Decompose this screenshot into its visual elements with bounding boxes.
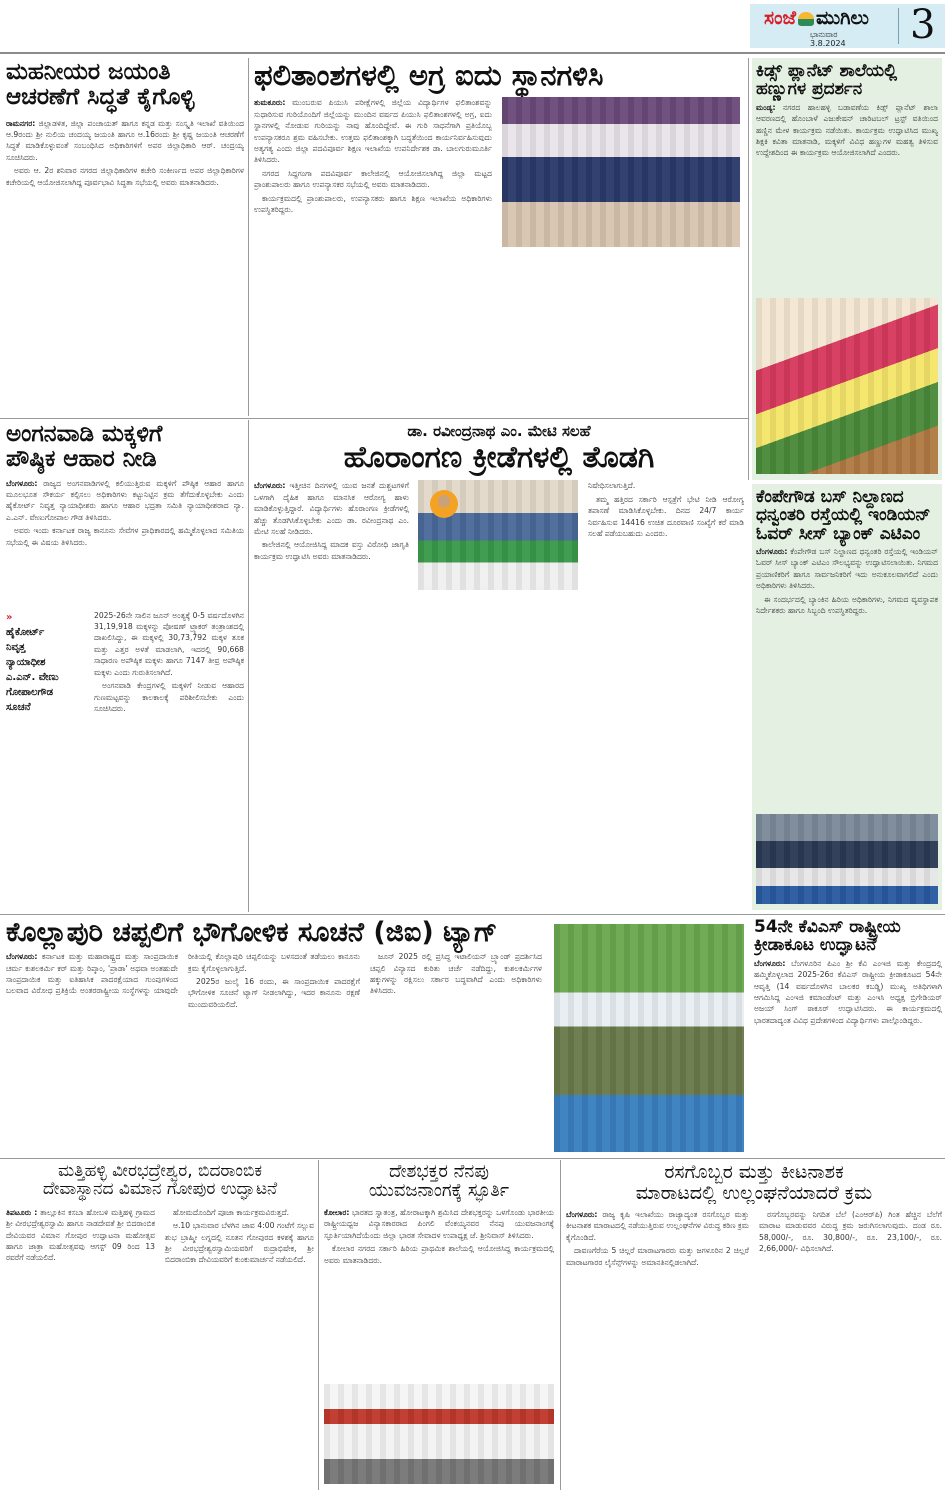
callout-line: ಎ.ಎನ್. ವೇಣು	[6, 671, 59, 683]
article-body-cont	[588, 480, 744, 900]
top-rule	[0, 52, 945, 54]
article-body	[254, 480, 409, 900]
paragraph: ರಾಜ್ಯದ ಅಂಗನವಾಡಿಗಳಲ್ಲಿ ಕಲಿಯುತ್ತಿರುವ ಮಕ್ಕಳಿಗೆ ಪೌಷ್ಠಿಕ ಆಹಾರ ಹಾಗೂ ಮೂಲಭೂತ ಸೌಕರ್ಯ ಕಲ್ಪಿಸಲು ಅಧಿಕಾರಿಗಳು ಕಟ್ಟುನಿಟ್ಟಿನ ಕ್ರಮ ತೆಗೆದುಕೊಳ್ಳಬೇಕು ಎಂದು ಹೈಕೋರ್ಟ್ ನಿವೃತ್ತ ನ್ಯಾಯಾಧೀಶರು ಹಾಗೂ ಆಹಾರ ಭದ್ರತಾ ಸಮಿತಿ ನ್ಯಾಯಾಧೀಶರಾದ ನ್ಯಾ. ಎ.ಎನ್. ವೇಣುಗೋಪಾಲ ಗೌಡ ತಿಳಿಸಿದರು.	[6, 478, 244, 522]
headline-line: ಅಂಗನವಾಡಿ ಮಕ್ಕಳಿಗೆ	[6, 422, 163, 447]
kids-fruits-photo	[756, 298, 938, 474]
row-rule	[0, 914, 945, 915]
newspaper-logo	[764, 7, 869, 29]
paragraph: ಭಾರತದ ಸ್ವಾತಂತ್ರ, ಹೋರಾಟಕ್ಕಾಗಿ ಶ್ರಮಿಸಿದ ದೇಶಭಕ್ತರನ್ನು ಒಳಗೊಂಡು ಭಾರತೀಯ ರಾಷ್ಟ್ರೀಯಧ್ವಜ ವಿನ್ಯಾಸಕಾರರಾದ ಪಿಂಗಲಿ ವೆಂಕಯ್ಯನವರ ನೆನಪು ಯುವಜನಾಂಗಕ್ಕೆ ಸ್ಫೂರ್ತಿಯಾಗಿದೆಯೆಂದು ಜಿಲ್ಲಾ ಭಾರತ ಸೇವಾದಳ ಉಪಾಧ್ಯಕ್ಷ ಜೆ. ಶ್ರೀನಿವಾಸ್ ತಿಳಿಸಿದರು.	[324, 1207, 554, 1240]
dateline: ಮಂಡ್ಯ:	[756, 102, 776, 112]
headline-line: ದೇಶಭಕ್ತರ ನೆನಪು	[389, 1162, 489, 1182]
ceremony-photo	[502, 97, 740, 247]
headline: ಫಲಿತಾಂಶಗಳಲ್ಲಿ ಅಗ್ರ ಐದು ಸ್ಥಾನಗಳಿಸಿ	[254, 60, 604, 92]
paragraph: ಅಂಗನವಾಡಿ ಕೇಂದ್ರಗಳಲ್ಲಿ ಮಕ್ಕಳಿಗೆ ನೀಡುವ ಆಹಾರದ ಗುಣಮಟ್ಟವನ್ನು ಕಾಲಕಾಲಕ್ಕೆ ಪರಿಶೀಲಿಸಬೇಕು ಎಂದು ಸೂಚಿಸಿದರು.	[94, 681, 244, 713]
sun-palm-icon	[798, 12, 814, 26]
headline-line: ಮಾರಾಟದಲ್ಲಿ ಉಲ್ಲಂಘನೆಯಾದರೆ ಕ್ರಮ	[635, 1181, 873, 1204]
callout-line: ಸೂಚನೆ	[6, 701, 31, 713]
paragraph: ನಗರದ ಹಾಲಹಳ್ಳಿ ಬಡಾವಣೆಯ ಕಿಡ್ಸ್ ಪ್ಲಾನೆಟ್ ಶಾಲಾ ಆವರಣದಲ್ಲಿ ಹೊಂಬಾಳೆ ಎಜುಕೇಷನ್ ಚಾರಿಟಬಲ್ ಟ್ರಸ್ಟ್ ವತಿಯಿಂದ ಹಣ್ಣಿನ ಮೇಳ ಕಾರ್ಯಕ್ರಮ ನಡೆಯಿತು. ಕಾರ್ಯಕ್ರಮ ಉದ್ಘಾಟಿಸಿದ ಮುಖ್ಯ ಶಿಕ್ಷಕಿ ಕವಿತಾ ಮಾತನಾಡಿ, ಮಕ್ಕಳಿಗೆ ವಿವಿಧ ಹಣ್ಣುಗಳ ಮಹತ್ವ ತಿಳಿಸುವ ಉದ್ದೇಶದಿಂದ ಈ ಕಾರ್ಯಕ್ರಮ ಆಯೋಜಿಸಲಾಗಿದೆ ಎಂದರು.	[756, 102, 938, 158]
headline: ಹೊರಾಂಗಣ ಕ್ರೀಡೆಗಳಲ್ಲಿ ತೊಡಗಿ	[343, 440, 655, 475]
dateline: ರಾಮನಗರ:	[6, 118, 36, 128]
headline-line: ಹಣ್ಣುಗಳ ಪ್ರದರ್ಶನ	[756, 79, 863, 100]
masthead	[750, 4, 945, 48]
column-rule	[248, 420, 249, 912]
paragraph: ತಾಲ್ಲೂಕಿನ ಕಸಬಾ ಹೋಬಳಿ ಮತ್ತಿಹಳ್ಳಿ ಗ್ರಾಮದ ಶ್ರೀ ವೀರಭದ್ರೇಶ್ವರಸ್ವಾಮಿ ಹಾಗೂ ನಾಡದೇವತೆ ಶ್ರೀ ಬಿದರಾಂಬಿಕ ದೇವಿಯವರ ವಿಮಾನ ಗೋಪುರ ಉದ್ಘಾಟನಾ ಮಹೋತ್ಸವ ಹಾಗೂ ಜಾತ್ರಾ ಮಹೋತ್ಸವವು ಆಗಸ್ಟ್ 09 ರಿಂದ 13 ರವರೆಗೆ ನಡೆಯಲಿದೆ.	[6, 1207, 155, 1263]
column-rule	[318, 1160, 319, 1490]
callout-line: ನಿವೃತ್ತ	[6, 641, 26, 653]
paragraph: ಜೂನ್ 2025 ರಲ್ಲಿ ಪ್ರಸಿದ್ಧ ಇಟಾಲಿಯನ್ ಬ್ರ್ಯಾಂಡ್ ಪ್ರದರ್ಶಿಸಿದ ಚಪ್ಪಲಿ ವಿನ್ಯಾಸದ ಕುರಿತು ಚರ್ಚೆ ನಡೆದಿದ್ದು, ಕುಶಲಕರ್ಮಿಗಳ ಹಕ್ಕುಗಳನ್ನು ರಕ್ಷಿಸಲು ಸರ್ಕಾರ ಬದ್ಧವಾಗಿದೆ ಎಂದು ಅಧಿಕಾರಿಗಳು ತಿಳಿಸಿದರು.	[370, 952, 542, 996]
paragraph: ಕೆಂಪೇಗೌಡ ಬಸ್ ನಿಲ್ದಾಣದ ಧನ್ವಂತರಿ ರಸ್ತೆಯಲ್ಲಿ ಇಂಡಿಯನ್ ಓವರ್ ಸೀಸ್ ಬ್ಯಾಂಕ್ ಎಟಿಎಂ ಸೌಲಭ್ಯವನ್ನು ಉದ್ಘಾಟಿಸಲಾಯಿತು. ನಿಗಮದ ಪ್ರಯಾಣಿಕರಿಗೆ ಹಾಗೂ ಸಾರ್ವಜನಿಕರಿಗೆ ಇದು ಅನುಕೂಲವಾಗಲಿದೆ ಎಂದು ಅಧಿಕಾರಿಗಳು ತಿಳಿಸಿದರು.	[756, 547, 938, 591]
headline	[6, 422, 244, 472]
article-fertilizer	[566, 1162, 942, 1488]
dateline: ಬೆಂಗಳೂರು:	[6, 952, 38, 962]
pull-quote	[6, 610, 88, 900]
headline-line: ಮಹನೀಯರ ಜಯಂತಿ	[6, 60, 171, 85]
issue-date: 3.8.2024	[810, 39, 846, 48]
paragraph: ಕಾಲೇಜಿನಲ್ಲಿ ಆಯೋಜಿಸಿದ್ದ ಮಾದಕ ವಸ್ತು ವಿರೋಧಿ ಜಾಗೃತಿ ಕಾರ್ಯಕ್ರಮ ಉದ್ಘಾಟಿಸಿ ಅವರು ಮಾತನಾಡಿದರು.	[254, 540, 409, 561]
patriots-event-photo	[324, 1384, 554, 1484]
article-jayanti	[6, 60, 244, 415]
masthead-divider	[898, 8, 899, 44]
paragraph: ಕರ್ನಾಟಕ ಮತ್ತು ಮಹಾರಾಷ್ಟ್ರದ ಮತ್ತು ಸಾಂಪ್ರದಾಯಿಕ ಚರ್ಮ ಕುಶಲಕರ್ಮಿ ಕರ್ ಮತ್ತು ರಿಪ್ಕಾಂ, 'ಪ್ರಾಡಾ' ಅಥವಾ ಅಂತಹುದೇ ಸಾಂಪ್ರದಾಯಿಕ ಮತ್ತು ಐತಿಹಾಸಿಕ ಪಾದರಕ್ಷೆಯಾದ ಗುಂಪುಗಳಿಂದ ಬಲವಾದ ವಿರೋಧ ಪ್ರತಿಕ್ರಿಯೆ ಅಂತರರಾಷ್ಟ್ರೀಯ ಸಂಸ್ಥೆಗಳನ್ನು ಯಾವುದೇ ರೀತಿಯಲ್ಲಿ ಕೊಲ್ಲಾಪುರಿ ಚಪ್ಪಲಿಯನ್ನು ಬಳಸದಂತೆ ತಡೆಯಲು ಕಾನೂನು ಕ್ರಮ ಕೈಗೊಳ್ಳಲಾಗುತ್ತಿದೆ.	[6, 952, 360, 996]
article-temple	[6, 1162, 314, 1488]
headline	[756, 62, 938, 99]
dateline: ಬೆಂಗಳೂರು:	[254, 481, 286, 491]
article-outdoor-games	[254, 422, 744, 910]
article-patriots	[324, 1162, 554, 1488]
paragraph: ಕೋಲಾರ ನಗರದ ಸರ್ಕಾರಿ ಹಿರಿಯ ಪ್ರಾಥಮಿಕ ಶಾಲೆಯಲ್ಲಿ ಆಯೋಜಿಸಿದ್ದ ಕಾರ್ಯಕ್ರಮದಲ್ಲಿ ಅವರು ಮಾತನಾಡಿದರು.	[324, 1244, 554, 1265]
headline-line: ಕಿಡ್ಸ್ ಪ್ಲಾನೆಟ್ ಶಾಲೆಯಲ್ಲಿ	[756, 61, 897, 81]
article-results	[254, 60, 744, 415]
paragraph: ರಸಗೊಬ್ಬರವನ್ನು ನಿಗದಿತ ಬೆಲೆ (ಎಂಆರ್‌ಪಿ) ಗಿಂತ ಹೆಚ್ಚಿನ ಬೆಲೆಗೆ ಮಾರಾಟ ಮಾಡುವವರ ವಿರುದ್ಧ ಕ್ರಮ ಜರುಗಿಸಲಾಗುವುದು. ದಂಡ ರೂ. 58,000/-, ರೂ. 30,800/-, ರೂ. 23,100/-, ರೂ. 2,66,000/- ವಿಧಿಸಲಾಗಿದೆ.	[759, 1210, 942, 1254]
paragraph: ಜಿಲ್ಲಾಡಳಿತ, ಜಿಲ್ಲಾ ಪಂಚಾಯತ್ ಹಾಗೂ ಕನ್ನಡ ಮತ್ತು ಸಂಸ್ಕೃತಿ ಇಲಾಖೆ ವತಿಯಿಂದ ಆ.9ರಂದು ಶ್ರೀ ನುಲಿಯ ಚಂದಯ್ಯ ಜಯಂತಿ ಹಾಗೂ ಆ.16ರಂದು ಶ್ರೀ ಕೃಷ್ಣ ಜಯಂತಿ ಆಚರಣೆಗೆ ಸಿದ್ಧತೆ ಮಾಡಿಕೊಳ್ಳುವಂತೆ ಸಂಬಂಧಿಸಿದ ಅಧಿಕಾರಿಗಳಿಗೆ ಅಪರ ಜಿಲ್ಲಾಧಿಕಾರಿ ಆರ್. ಚಂದ್ರಯ್ಯ ಸೂಚಿಸಿದರು.	[6, 118, 244, 162]
article-body	[756, 102, 938, 272]
paragraph: ರಾಜ್ಯ ಕೃಷಿ ಇಲಾಖೆಯು ರಾಜ್ಯಾದ್ಯಂತ ರಸಗೊಬ್ಬರ ಮತ್ತು ಕೀಟನಾಶಕ ಮಾರಾಟದಲ್ಲಿ ನಡೆಯುತ್ತಿರುವ ಉಲ್ಲಂಘನೆಗಳ ವಿರುದ್ಧ ಕಠಿಣ ಕ್ರಮ ಕೈಗೊಂಡಿದೆ.	[566, 1210, 749, 1242]
paragraph: ನಿಷೇಧಿಸಲಾಗುತ್ತಿದೆ.	[588, 481, 636, 491]
dateline: ಕೋಲಾರ:	[324, 1207, 350, 1217]
headline-line: ರಸಗೊಬ್ಬರ ಮತ್ತು ಕೀಟನಾಶಕ	[664, 1162, 844, 1183]
paragraph: 2025-26ನೇ ಸಾಲಿನ ಜೂನ್ ಅಂತ್ಯಕ್ಕೆ 0-5 ವರ್ಷದೊಳಗಿನ 31,19,918 ಮಕ್ಕಳನ್ನು ಪೋಷಣ್ ಟ್ರ್ಯಾಕರ್ ತಂತ್ರಾಂಶದಲ್ಲಿ ದಾಖಲಿಸಿದ್ದು, ಈ ಮಕ್ಕಳಲ್ಲಿ 30,73,792 ಮಕ್ಕಳ ತೂಕ ಮತ್ತು ಎತ್ತರ ಅಳತೆ ಮಾಡಲಾಗಿ, ಇದರಲ್ಲಿ 90,668 ಸಾಧಾರಣ ಅಪೌಷ್ಠಿಕ ಮಕ್ಕಳು ಹಾಗೂ 7147 ತೀವ್ರ ಅಪೌಷ್ಠಿಕ ಮಕ್ಕಳು ಎಂದು ಗುರುತಿಸಲಾಗಿದೆ.	[94, 610, 244, 677]
row-rule	[0, 1158, 945, 1159]
row-rule	[0, 418, 748, 419]
article-body	[254, 97, 492, 397]
callout-line: ನ್ಯಾಯಾಧೀಶ	[6, 656, 46, 668]
article-body	[6, 118, 244, 188]
column-rule	[748, 58, 749, 480]
headline	[756, 488, 938, 543]
logo-text-sanje: ಸಂಜೆ	[764, 7, 797, 29]
paragraph: ತಮ್ಮ ಹತ್ತಿರದ ಸರ್ಕಾರಿ ಆಸ್ಪತ್ರೆಗೆ ಭೇಟಿ ನೀಡಿ ಆರೋಗ್ಯ ತಪಾಸಣೆ ಮಾಡಿಸಿಕೊಳ್ಳಬೇಕು. ದಿನದ 24/7 ಕಾರ್ಯ ನಿರ್ವಹಿಸುವ 14416 ಉಚಿತ ದೂರವಾಣಿ ಸಂಖ್ಯೆಗೆ ಕರೆ ಮಾಡಿ ಸಲಹೆ ಪಡೆಯಬಹುದು ಎಂದರು.	[588, 494, 744, 539]
issue-day: ಭಾನುವಾರ	[810, 30, 838, 39]
paragraph: ಅವರು ಆ. 2ರ ಶನಿವಾರ ನಗರದ ಜಿಲ್ಲಾಧಿಕಾರಿಗಳ ಕಚೇರಿ ಸಂಕೀರ್ಣದ ಅಪರ ಜಿಲ್ಲಾಧಿಕಾರಿಗಳ ಕಚೇರಿಯಲ್ಲಿ ಆಯೋಜಿಸಲಾಗಿದ್ದ ಪೂರ್ವಭಾವಿ ಸಿದ್ಧತಾ ಸಭೆಯಲ್ಲಿ ಅವರು ಮಾತನಾಡಿದರು.	[6, 166, 244, 187]
article-body-cont	[94, 610, 244, 900]
atm-inauguration-photo	[756, 814, 938, 904]
headline	[754, 918, 942, 955]
paragraph: ಕಾರ್ಯಕ್ರಮದಲ್ಲಿ ಪ್ರಾಂಶುಪಾಲರು, ಉಪನ್ಯಾಸಕರು ಹಾಗೂ ಶಿಕ್ಷಣ ಇಲಾಖೆಯ ಅಧಿಕಾರಿಗಳು ಉಪಸ್ಥಿತರಿದ್ದರು.	[254, 193, 492, 214]
dateline: ಬೆಂಗಳೂರು:	[754, 958, 786, 968]
kicker: ಡಾ. ರವೀಂದ್ರನಾಥ ಎಂ. ಮೇಟಿ ಸಲಹೆ	[407, 422, 591, 440]
article-body	[756, 546, 938, 796]
article-kids-planet	[752, 58, 942, 480]
headline-line: ಕೆಂಪೇಗೌಡ ಬಸ್ ನಿಲ್ದಾಣದ	[756, 487, 904, 507]
headline-line: ದೇವಾಸ್ಥಾನದ ವಿಮಾನ ಗೋಪುರ ಉದ್ಘಾಟನೆ	[42, 1179, 278, 1200]
dateline: ಬೆಂಗಳೂರು:	[6, 478, 38, 488]
article-body	[6, 478, 244, 608]
column-rule	[560, 1160, 561, 1490]
callout-line: ಹೈಕೋರ್ಟ್	[6, 626, 45, 638]
headline	[6, 60, 244, 110]
headline	[324, 1162, 554, 1201]
paragraph: ಇತ್ತೀಚಿನ ದಿನಗಳಲ್ಲಿ ಯುವ ಜನತೆ ದುಶ್ಚಟಗಳಿಗೆ ಒಳಗಾಗಿ ದೈಹಿಕ ಹಾಗೂ ಮಾನಸಿಕ ಆರೋಗ್ಯ ಹಾಳು ಮಾಡಿಕೊಳ್ಳುತ್ತಿದ್ದಾರೆ. ವಿದ್ಯಾರ್ಥಿಗಳು ಹೊರಾಂಗಣ ಕ್ರೀಡೆಗಳಲ್ಲಿ ಹೆಚ್ಚು ತೊಡಗಿಸಿಕೊಳ್ಳಬೇಕು ಎಂದು ಡಾ. ರವೀಂದ್ರನಾಥ ಎಂ. ಮೇಟಿ ಸಲಹೆ ನೀಡಿದರು.	[254, 481, 409, 537]
paragraph: 2025ರ ಜುಲೈ 16 ರಂದು, ಈ ಸಾಂಪ್ರದಾಯಿಕ ಪಾದರಕ್ಷೆಗೆ ಭೌಗೋಳಿಕ ಸೂಚನೆ ಟ್ಯಾಗ್ ನೀಡಲಾಗಿದ್ದು, ಇದರ ಕಾನೂನು ರಕ್ಷಣೆ ಮುಂದುವರಿಯಲಿದೆ.	[188, 976, 360, 1009]
article-body	[6, 1207, 314, 1483]
paragraph: ಈ ಸಂದರ್ಭದಲ್ಲಿ ಬ್ಯಾಂಕಿನ ಹಿರಿಯ ಅಧಿಕಾರಿಗಳು, ನಿಗಮದ ವ್ಯವಸ್ಥಾಪಕ ನಿರ್ದೇಶಕರು ಹಾಗೂ ಸಿಬ್ಬಂದಿ ಉಪಸ್ಥಿತರಿದ್ದರು.	[756, 594, 938, 616]
article-body	[754, 958, 942, 1148]
callout-line: ಗೋಪಾಲಗೌಡ	[6, 686, 53, 698]
headline-line: ಕ್ರೀಡಾಕೂಟ ಉದ್ಘಾಟನೆ	[754, 935, 877, 956]
article-atm	[752, 484, 942, 910]
headline-line: ಯುವಜನಾಂಗಕ್ಕೆ ಸ್ಫೂರ್ತಿ	[368, 1180, 510, 1202]
kvs-sports-photo	[554, 924, 744, 1152]
headline: ಕೊಲ್ಲಾಪುರಿ ಚಪ್ಪಲಿಗೆ ಭೌಗೋಳಿಕ ಸೂಚನೆ (ಜಿಐ) ಟ್ಯಾಗ್	[6, 918, 498, 948]
headline-line: ಮತ್ತಿಹಳ್ಳಿ ವೀರಭದ್ರೇಶ್ವರ, ಬಿದರಾಂಬಿಕ	[57, 1162, 263, 1181]
article-anganwadi	[6, 422, 244, 910]
article-kolhapuri	[6, 918, 542, 1156]
paragraph: ಮುಂಬರುವ ಪಿಯುಸಿ ಪರೀಕ್ಷೆಗಳಲ್ಲಿ ಜಿಲ್ಲೆಯ ವಿದ್ಯಾರ್ಥಿಗಳ ಫಲಿತಾಂಶವನ್ನು ಸುಧಾರಿಸುವ ಗುರಿಯೊಂದಿಗೆ ಜಿಲ್ಲೆಯನ್ನು ಮುಂದಿನ ವರ್ಷದ ಪಿಯುಸಿ ಫಲಿತಾಂಶಗಳಲ್ಲಿ ಅಗ್ರ, ಐದು ಸ್ಥಾನಗಳಲ್ಲಿ ನೋಡುವ ಗುರಿಯನ್ನು ನಾವು ಹೊಂದಿದ್ದೇವೆ. ಈ ಗುರಿ ಸಾಧನೆಗಾಗಿ ಪ್ರತಿಯೊಬ್ಬ ಉಪನ್ಯಾಸಕರೂ ಶ್ರಮ ವಹಿಸಬೇಕು. ಉತ್ತಮ ಫಲಿತಾಂಶಕ್ಕಾಗಿ ಬದ್ಧತೆಯಿಂದ ಕಾರ್ಯನಿರ್ವಹಿಸುವುದು ಅತ್ಯಗತ್ಯ ಎಂದು ಜಿಲ್ಲಾ ಪದವಿಪೂರ್ವ ಶಿಕ್ಷಣ ಇಲಾಖೆಯ ಉಪನಿರ್ದೇಶಕ ಡಾ. ಬಾಲಗುರುಮೂರ್ತಿ ತಿಳಿಸಿದರು.	[254, 98, 492, 165]
paragraph: ಅವರು ಇಂದು ಕರ್ನಾಟಕ ರಾಜ್ಯ ಕಾನೂನು ಸೇವೆಗಳ ಪ್ರಾಧಿಕಾರದಲ್ಲಿ ಹಮ್ಮಿಕೊಳ್ಳಲಾದ ಸಮಿತಿಯ ಸಭೆಯಲ್ಲಿ ಈ ವಿಷಯ ತಿಳಿಸಿದರು.	[6, 526, 244, 547]
headline-line: ಪೌಷ್ಠಿಕ ಆಹಾರ ನೀಡಿ	[6, 445, 157, 472]
article-kvs	[754, 918, 942, 1156]
arrow-icon: »	[6, 611, 13, 623]
dateline: ತಿಪಟೂರು :	[6, 1207, 38, 1217]
dateline: ಬೆಂಗಳೂರು:	[566, 1210, 598, 1220]
logo-text-mugilu: ಮುಗಿಲು	[816, 7, 869, 29]
article-body	[566, 1209, 942, 1479]
headline-line: ಓವರ್ ಸೀಸ್ ಬ್ಯಾಂಕ್ ಎಟಿಎಂ	[756, 523, 921, 544]
page-number: 3	[910, 4, 936, 48]
column-rule	[248, 58, 249, 416]
paragraph: ಹೋಮದೊಂದಿಗೆ ಪೂಜಾ ಕಾರ್ಯಕ್ರಮವಿರುತ್ತದೆ.	[173, 1207, 290, 1217]
paragraph: ಬೆಂಗಳೂರಿನ ಪಿಎಂ ಶ್ರೀ ಕೆವಿ ಎಂಇಜಿ ಮತ್ತು ಕೇಂದ್ರದಲ್ಲಿ ಹಮ್ಮಿಕೊಳ್ಳಲಾದ 2025-26ರ ಕೆವಿಎಸ್ ರಾಷ್ಟ್ರೀಯ ಕ್ರೀಡಾಕೂಟದ 54ನೇ ಆವೃತ್ತಿ (14 ವರ್ಷದೊಳಗಿನ ಬಾಲಕರ ಕಬಡ್ಡಿ) ಮುಖ್ಯ ಅತಿಥಿಗಳಾಗಿ ಆಗಮಿಸಿದ್ದ ಎಂಇಜಿ ಕಮಾಂಡೆಂಟ್ ಮತ್ತು ಎಂಇಸಿ ಅಧ್ಯಕ್ಷ ಬ್ರಿಗೇಡಿಯರ್ ಅಜಯ್ ಸಿಂಗ್ ಠಾಕೂರ್ ಉದ್ಘಾಟಿಸಿದರು. ಈ ಕಾರ್ಯಕ್ರಮದಲ್ಲಿ ಭಾರತದಾದ್ಯಂತ ವಿವಿಧ ಪ್ರದೇಶಗಳಿಂದ ವಿದ್ಯಾರ್ಥಿಗಳು ಪಾಲ್ಗೊಂಡಿದ್ದರು.	[754, 958, 942, 1025]
article-body	[6, 951, 542, 1147]
paragraph: ದಾವಣಗೆರೆಯ 5 ಚಿಲ್ಲರೆ ಮಾರಾಟಗಾರರು ಮತ್ತು ಜಗಳೂರಿನ 2 ಚಿಲ್ಲರೆ ಮಾರಾಟಗಾರರ ಲೈಸೆನ್ಸ್‌ಗಳನ್ನು ಅಮಾನತಿನಲ್ಲಿಡಲಾಗಿದೆ.	[566, 1246, 749, 1267]
headline-line: 54ನೇ ಕೆವಿಎಸ್ ರಾಷ್ಟ್ರೀಯ	[754, 918, 901, 937]
paragraph: ನಗರದ ಸಿದ್ದಗಂಗಾ ಪದವಿಪೂರ್ವ ಕಾಲೇಜಿನಲ್ಲಿ ಆಯೋಜಿಸಲಾಗಿದ್ದ ಜಿಲ್ಲಾ ಮಟ್ಟದ ಪ್ರಾಂಶುಪಾಲರು ಹಾಗೂ ಉಪನ್ಯಾಸಕರ ಸಭೆಯಲ್ಲಿ ಅವರು ಮಾತನಾಡಿದರು.	[254, 168, 492, 190]
headline	[6, 1162, 314, 1199]
dateline: ತುಮಕೂರು:	[254, 98, 286, 108]
paragraph: ಆ.10 ಭಾನುವಾರ ಬೆಳಗಿನ ಜಾವ 4:00 ಗಂಟೆಗೆ ಸಲ್ಲುವ ಶುಭ ಬ್ರಾಹ್ಮೀ ಲಗ್ನದಲ್ಲಿ ನೂತನ ಗೋಪುರದ ಕಳಶಕ್ಕೆ ಹಾಗೂ ಶ್ರೀ ವೀರಭದ್ರೇಶ್ವರಸ್ವಾಮಿಯವರಿಗೆ ರುದ್ರಾಭಿಷೇಕ, ಶ್ರೀ ಬಿದರಾಂಬಿಕಾ ದೇವಿಯವರಿಗೆ ಕುಂಕುಮಾರ್ಚನೆ ನಡೆಯಲಿದೆ.	[165, 1221, 314, 1265]
headline-line: ಆಚರಣೆಗೆ ಸಿದ್ಧತೆ ಕೈಗೊಳ್ಳಿ	[6, 83, 195, 110]
dateline: ಬೆಂಗಳೂರು:	[756, 547, 788, 557]
headline	[566, 1162, 942, 1203]
headline-line: ಧನ್ವಂತರಿ ರಸ್ತೆಯಲ್ಲಿ ಇಂಡಿಯನ್	[756, 505, 931, 526]
article-body	[324, 1207, 554, 1367]
